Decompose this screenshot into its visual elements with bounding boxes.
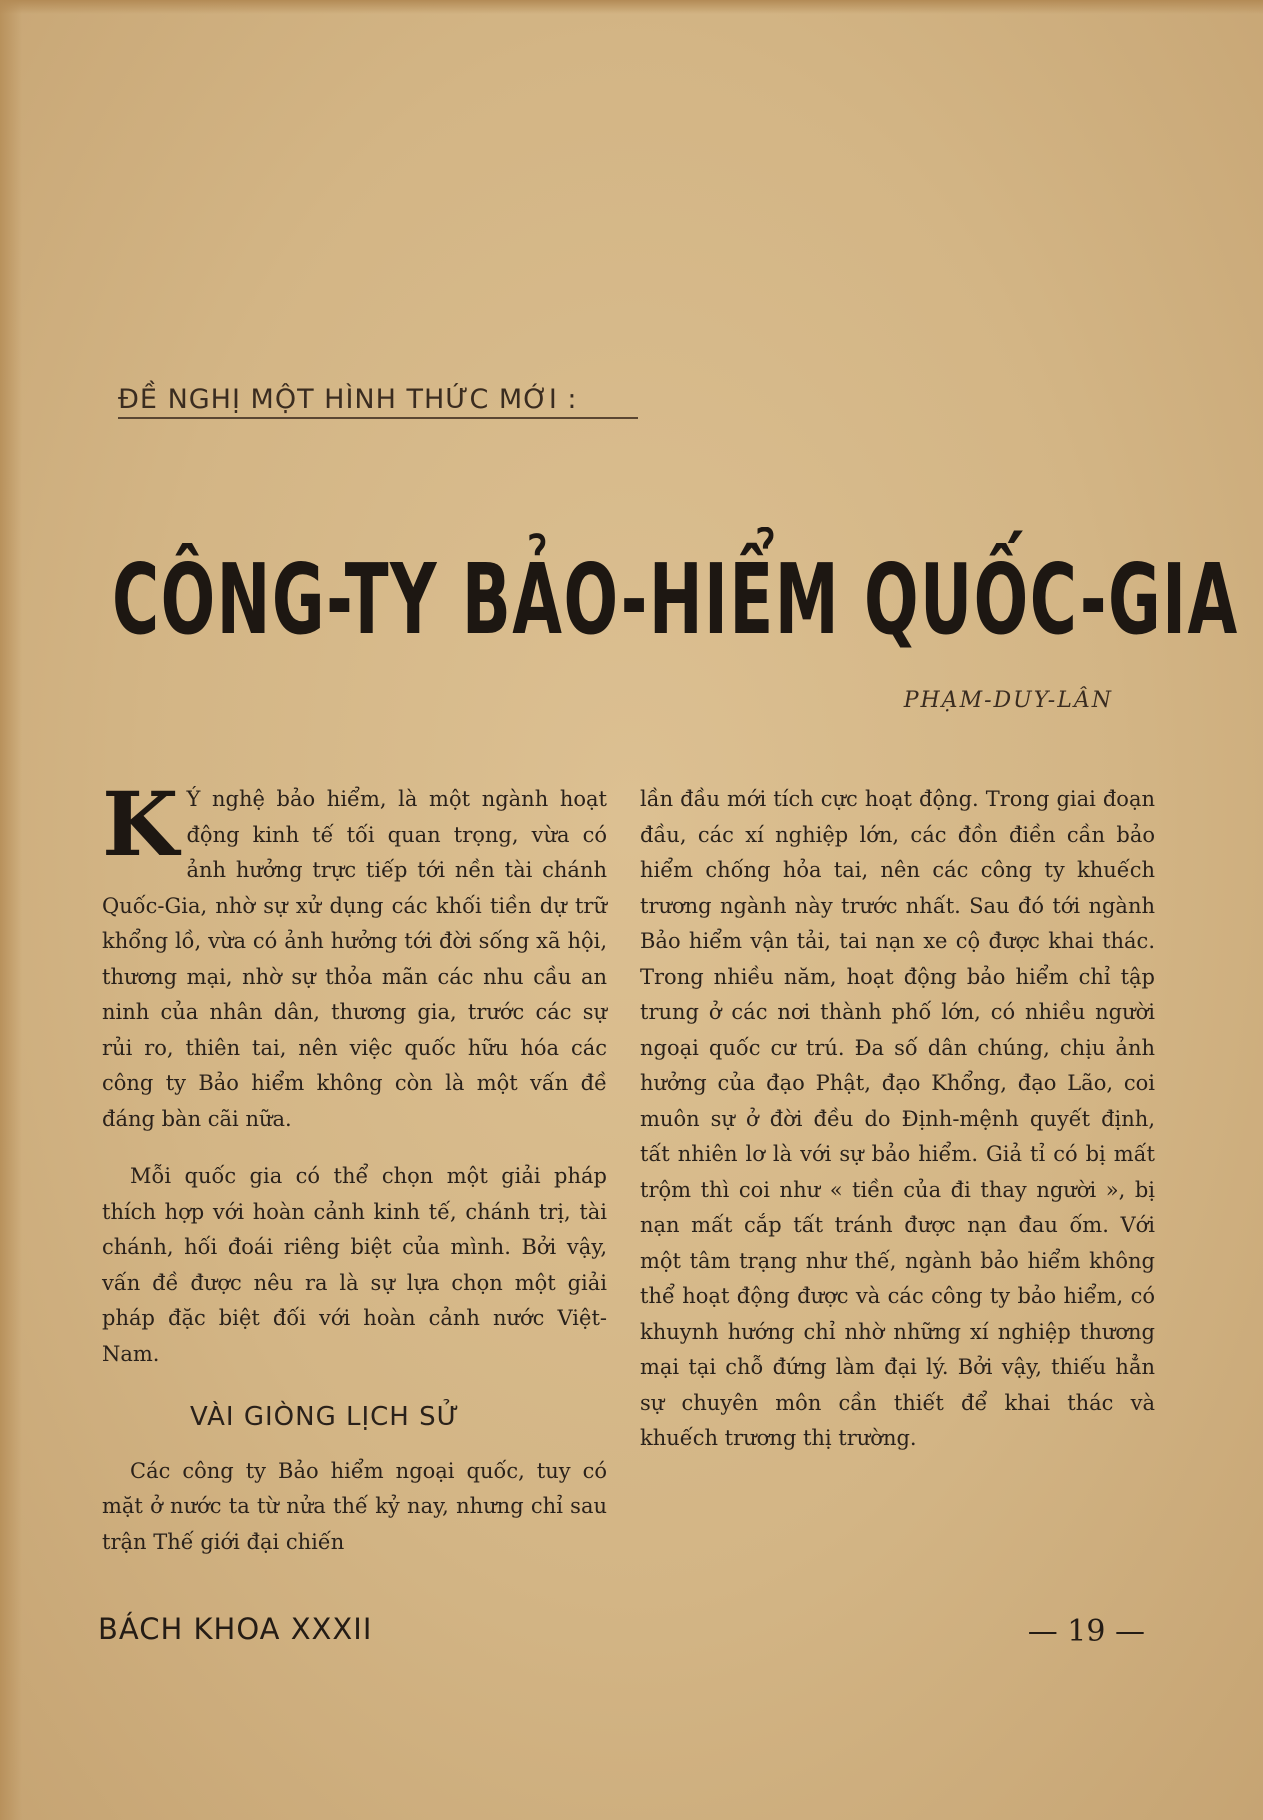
- right-column: [640, 782, 1155, 1457]
- page-number: — 19 —: [1027, 1614, 1145, 1649]
- drop-cap: K: [102, 772, 179, 876]
- paragraph-intro: [102, 772, 607, 1137]
- paragraph-continued: lần đầu mới tích cực hoạt động. Trong giai đoạn đầu, các xí nghiệp lớn, các đồn điền cần bảo hiểm chống hỏa tai, nên các công ty khuếch trương ngành này trước nhất. Sau đó tới ngành Bảo hiểm vận tải, tai nạn xe cộ được khai thác. Trong nhiều năm, hoạt động bảo hiểm chỉ tập trung ở các nơi thành phố lớn, có nhiều người ngoại quốc cư trú. Đa số dân chúng, chịu ảnh hưởng của đạo Phật, đạo Khổng, đạo Lão, coi muôn sự ở đời đều do Định-mệnh quyết định, tất nhiên lơ là với sự bảo hiểm. Giả tỉ có bị mất trộm thì coi như « tiền của đi thay người », bị nạn mất cắp tất tránh được nạn đau ốm. Với một tâm trạng như thế, ngành bảo hiểm không thể hoạt động được và các công ty bảo hiểm, có khuynh hướng chỉ nhờ những xí nghiệp thương mại tại chỗ đứng làm đại lý. Bởi vậy, thiếu hẳn sự chuyên môn cần thiết để khai thác và khuếch trương thị trường.: [640, 787, 1155, 1450]
- left-column: [102, 772, 607, 1560]
- publication-name: BÁCH KHOA XXXII: [98, 1612, 373, 1646]
- paragraph-history: Các công ty Bảo hiểm ngoại quốc, tuy có mặt ở nước ta từ nửa thế kỷ nay, nhưng chỉ sau trận Thế giới đại chiến: [102, 1458, 607, 1554]
- article-kicker: ĐỀ NGHỊ MỘT HÌNH THỨC MỚI :: [118, 384, 638, 419]
- section-heading: VÀI GIÒNG LỊCH SỬ: [190, 1402, 460, 1432]
- article-author: PHẠM-DUY-LÂN: [903, 688, 1113, 713]
- paragraph-intro-text: Ý nghệ bảo hiểm, là một ngành hoạt động kinh tế tối quan trọng, vừa có ảnh hưởng trực tiếp tới nền tài chánh Quốc-Gia, nhờ sự xử dụng các khối tiền dự trữ khổng lồ, vừa có ảnh hưởng tới đời sống xã hội, thương mại, nhờ sự thỏa mãn các nhu cầu an ninh của nhân dân, thương gia, trước các sự rủi ro, thiên tai, nên việc quốc hữu hóa các công ty Bảo hiểm không còn là một vấn đề đáng bàn cãi nữa.: [102, 787, 607, 1131]
- paragraph-two: Mỗi quốc gia có thể chọn một giải pháp thích hợp với hoàn cảnh kinh tế, chánh trị, tài chánh, hối đoái riêng biệt của mình. Bởi vậy, vấn đề được nêu ra là sự lựa chọn một giải pháp đặc biệt đối với hoàn cảnh nước Việt-Nam.: [102, 1164, 607, 1366]
- article-title: CÔNG-TY BẢO-HIỂM QUỐC-GIA: [112, 542, 1239, 657]
